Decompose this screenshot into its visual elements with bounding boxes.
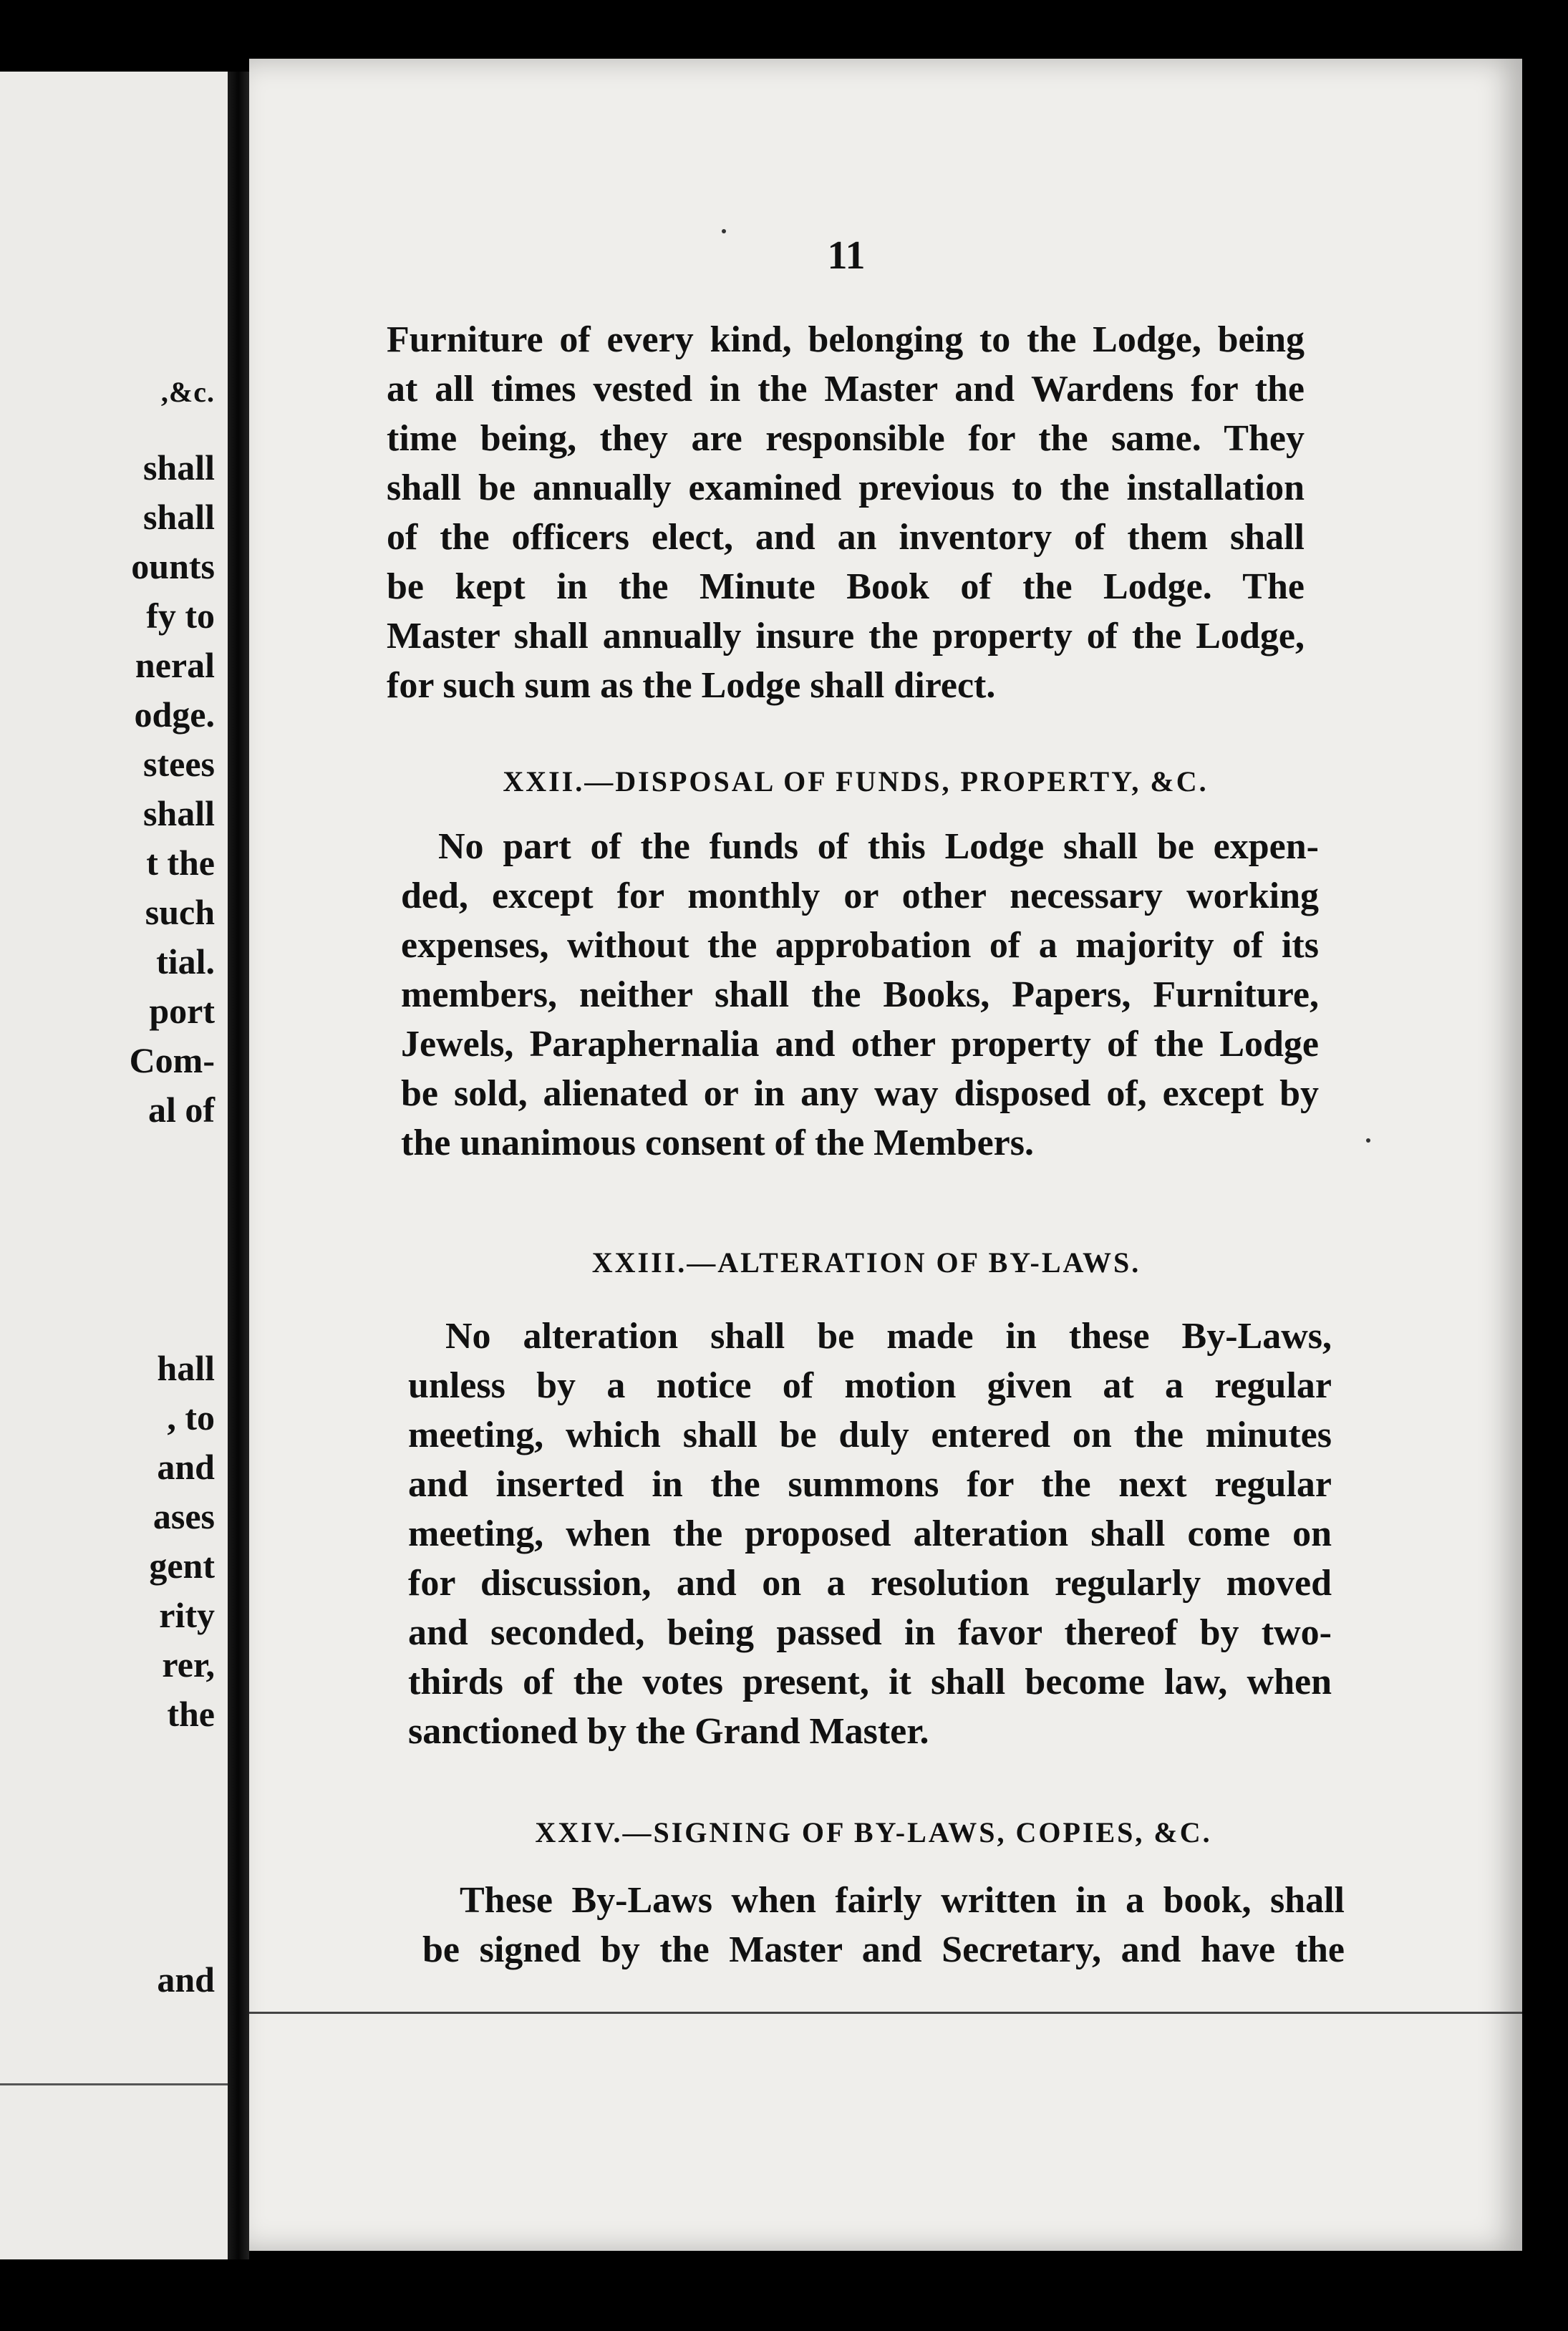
left-margin-fragment: fy to [146, 596, 215, 636]
text-line: be signed by the Master and Secretary, and have the [422, 1929, 1345, 1970]
ink-speck [722, 229, 726, 233]
text-line: the unanimous consent of the Members. [401, 1123, 1034, 1163]
left-margin-fragment: shall [142, 793, 215, 833]
left-margin-fragment: Com- [129, 1040, 215, 1080]
section-heading-xxiv: XXIV.—SIGNING OF BY-LAWS, COPIES, &C. [535, 1816, 1212, 1848]
text-line: unless by a notice of motion given at a regular [408, 1365, 1332, 1406]
left-margin-fragment: gent [149, 1546, 215, 1586]
left-margin-fragment: shall [142, 447, 215, 488]
left-margin-fragment: ,&c. [160, 376, 215, 408]
page-bottom-rule [249, 2012, 1522, 2014]
left-margin-fragment: , to [167, 1397, 215, 1438]
left-margin-fragment: and [157, 1447, 215, 1487]
text-line: No part of the funds of this Lodge shall be expen- [438, 826, 1319, 867]
left-margin-fragment: al of [147, 1090, 215, 1130]
left-margin-fragment: rity [159, 1595, 215, 1635]
text-line: time being, they are responsible for the same. They [387, 418, 1305, 459]
text-line: be sold, alienated or in any way disposed of, except by [401, 1073, 1319, 1114]
left-margin-fragment: stees [143, 744, 215, 784]
left-margin-fragment: tial. [156, 941, 215, 982]
book-gutter [228, 72, 249, 2259]
left-margin-fragment: shall [142, 497, 215, 537]
left-margin-fragment: t the [146, 843, 215, 883]
text-line: expenses, without the approbation of a majority of its [401, 925, 1319, 966]
text-line: These By-Laws when fairly written in a book, shall [460, 1880, 1345, 1921]
text-line: sanctioned by the Grand Master. [408, 1711, 929, 1752]
text-line: shall be annually examined previous to the installation [387, 467, 1305, 508]
section-xxiii-paragraph [408, 1312, 1332, 1756]
left-margin-fragment: rer, [162, 1644, 215, 1685]
text-line: Jewels, Paraphernalia and other property of the Lodge [401, 1024, 1319, 1065]
text-line: for discussion, and on a resolution regularly moved [408, 1563, 1332, 1604]
ink-speck [1366, 1138, 1370, 1143]
text-line: No alteration shall be made in these By-Laws, [445, 1316, 1332, 1357]
page-number: 11 [827, 233, 866, 278]
left-margin-fragment: such [145, 892, 215, 932]
text-line: Furniture of every kind, belonging to the Lodge, being [387, 319, 1305, 360]
left-margin-fragment: and [157, 1959, 215, 2000]
left-margin-fragment: ases [153, 1496, 215, 1536]
left-margin-fragment: odge. [134, 694, 215, 735]
text-line: and seconded, being passed in favor thereof by two- [408, 1612, 1332, 1653]
text-line: meeting, which shall be duly entered on the minutes [408, 1415, 1332, 1455]
left-facing-page [0, 72, 228, 2259]
text-line: and inserted in the summons for the next regular [408, 1464, 1332, 1505]
section-xxii-paragraph [401, 822, 1319, 1168]
text-line: of the officers elect, and an inventory of them shall [387, 517, 1305, 558]
section-heading-xxii: XXII.—DISPOSAL OF FUNDS, PROPERTY, &C. [503, 765, 1209, 798]
left-margin-fragment: neral [135, 645, 215, 685]
left-margin-fragment: ounts [131, 546, 215, 586]
left-margin-fragment: port [149, 991, 215, 1031]
text-line: ded, except for monthly or other necessary working [401, 876, 1319, 916]
section-heading-xxiii: XXIII.—ALTERATION OF BY-LAWS. [591, 1246, 1141, 1279]
left-page-rule [0, 2083, 228, 2085]
text-line: for such sum as the Lodge shall direct. [387, 665, 996, 706]
paragraph-continuation [387, 315, 1305, 710]
left-margin-fragment: the [167, 1694, 215, 1734]
text-line: members, neither shall the Books, Papers, Furniture, [401, 974, 1319, 1015]
section-xxiv-paragraph [422, 1876, 1345, 1974]
left-margin-fragment: hall [157, 1348, 215, 1388]
text-line: Master shall annually insure the property of the Lodge, [387, 616, 1305, 656]
text-line: be kept in the Minute Book of the Lodge. The [387, 566, 1305, 607]
text-line: meeting, when the proposed alteration shall come on [408, 1513, 1332, 1554]
text-line: at all times vested in the Master and Wardens for the [387, 369, 1305, 410]
text-line: thirds of the votes present, it shall become law, when [408, 1662, 1332, 1702]
